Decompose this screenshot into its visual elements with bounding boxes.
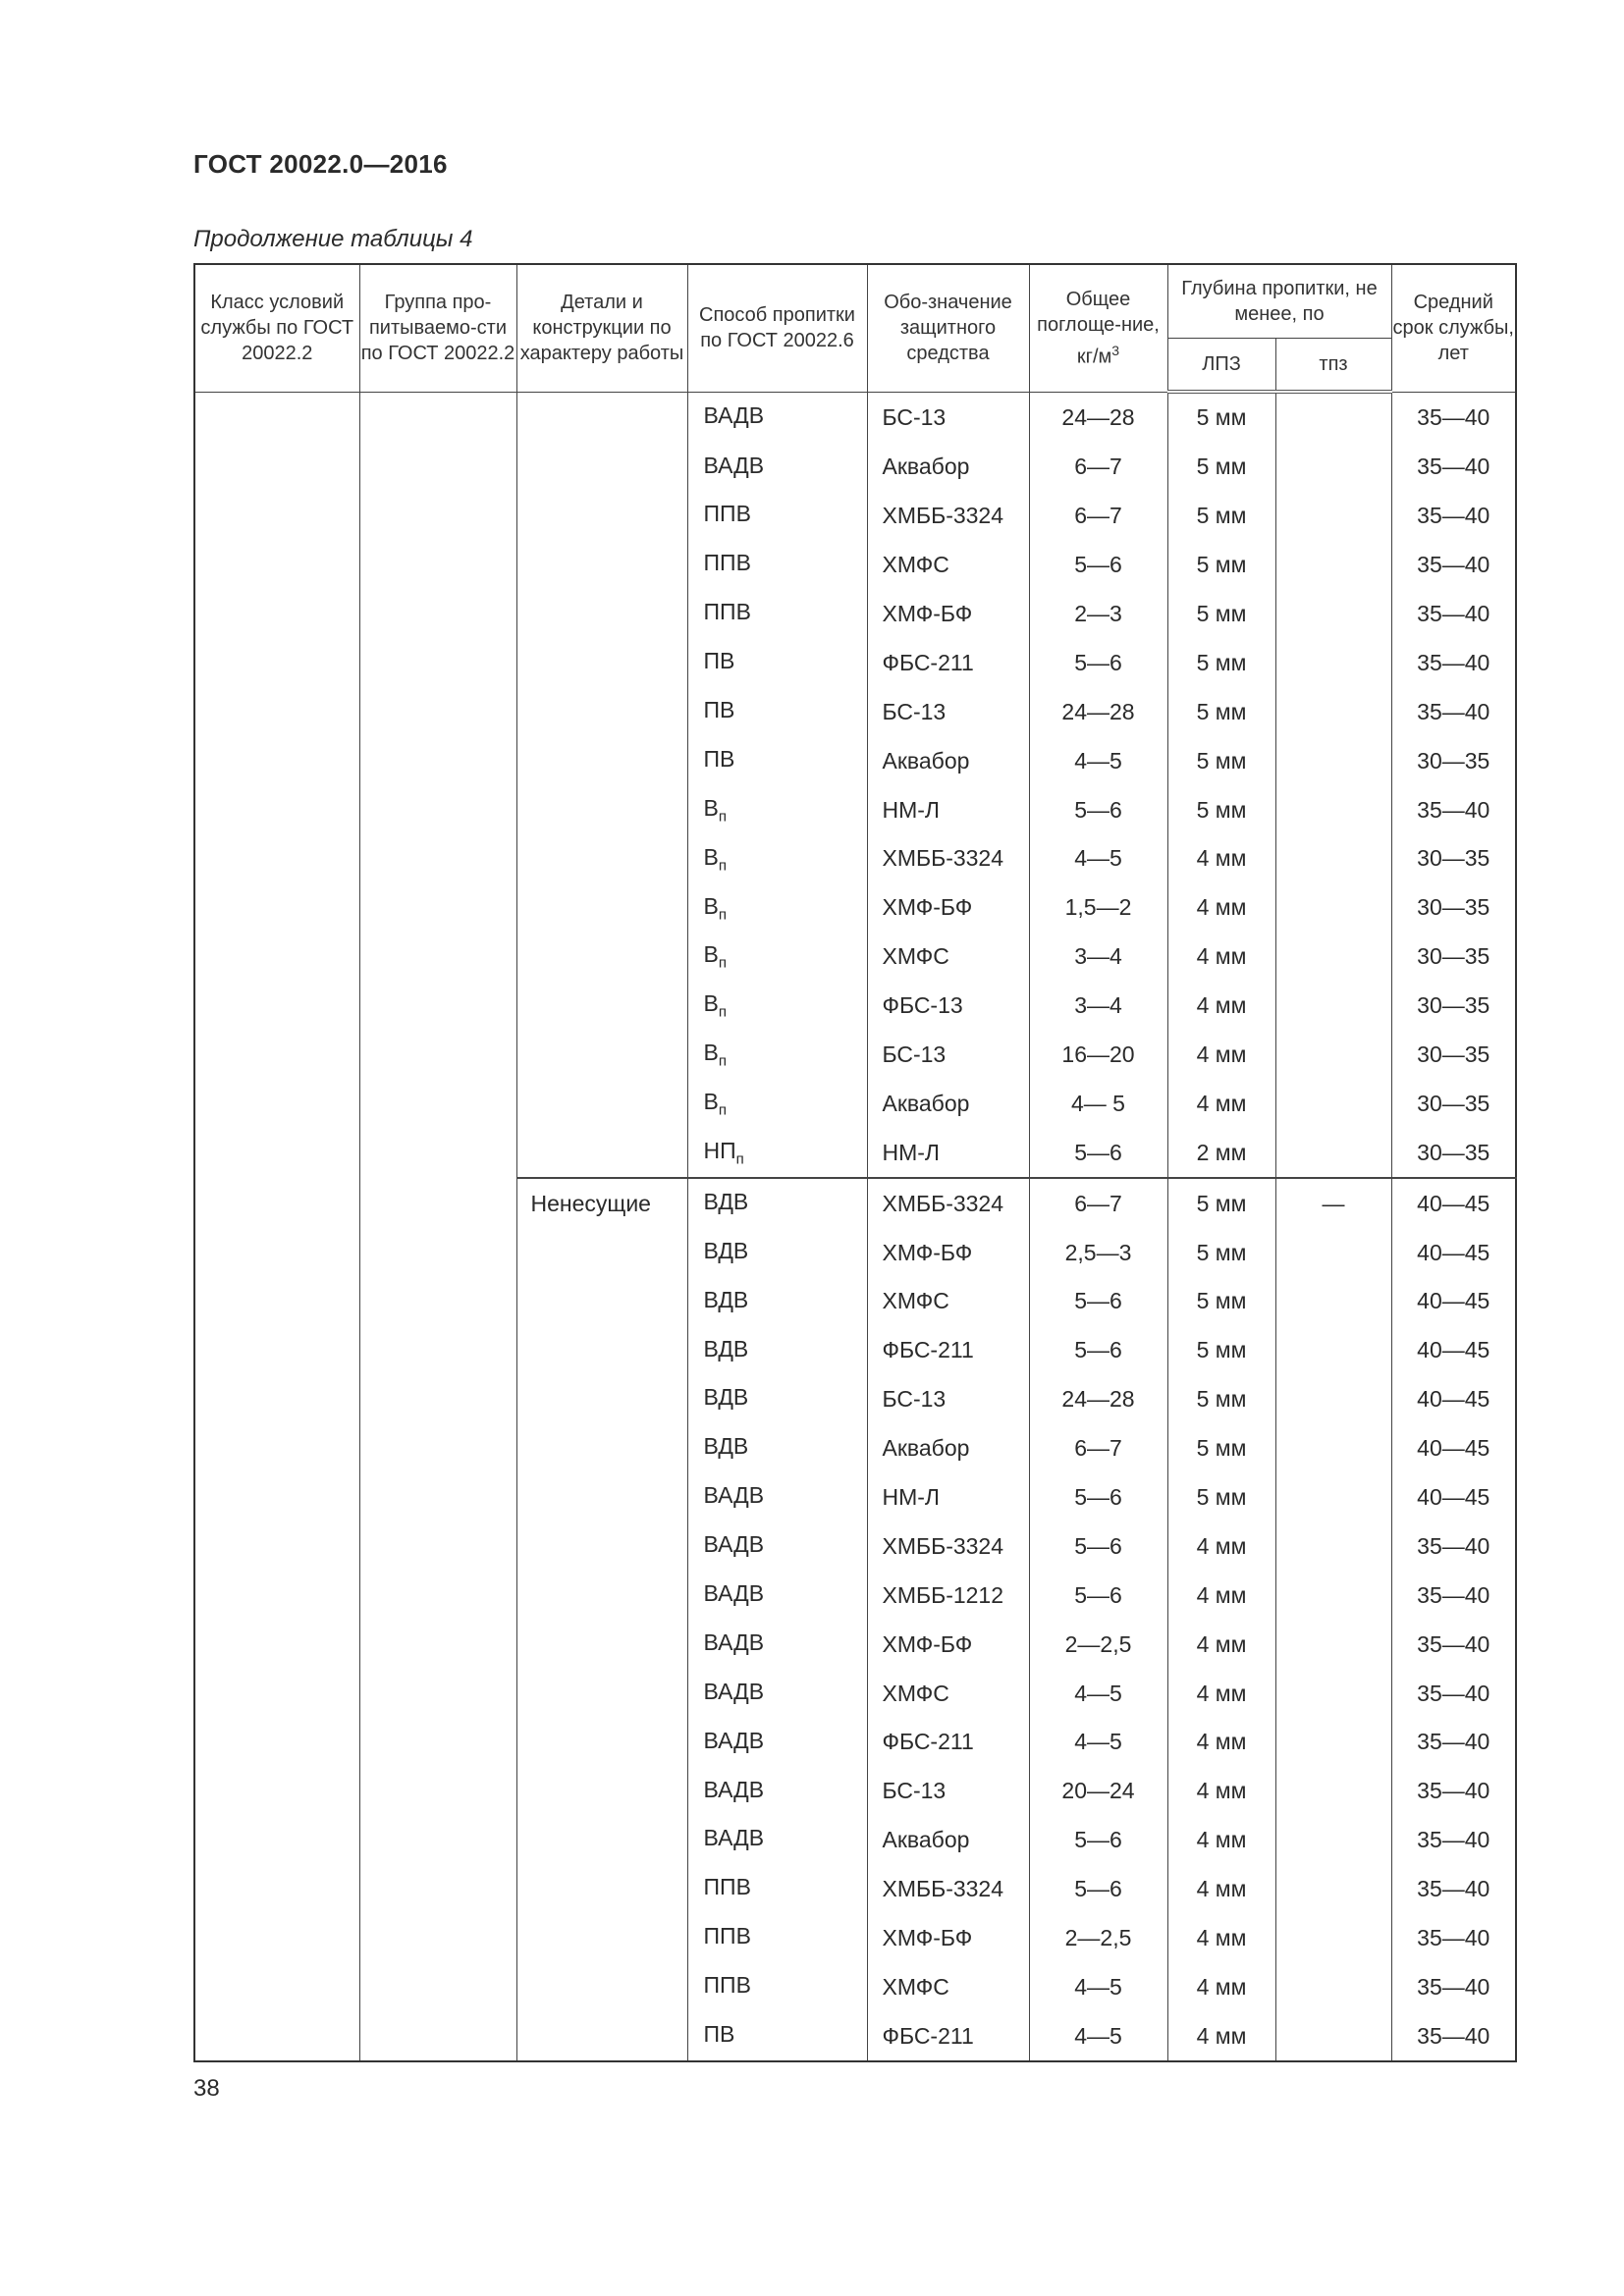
method-cell	[687, 392, 867, 443]
absorption-cell: 2,5—3	[1029, 1228, 1167, 1277]
method-cell	[687, 1326, 867, 1375]
header-method: Способ пропитки по ГОСТ 20022.6	[687, 264, 867, 392]
method-cell	[687, 2011, 867, 2061]
method-text: НП	[703, 1138, 736, 1163]
service-life-cell: 35—40	[1391, 1963, 1516, 2012]
table-caption: Продолжение таблицы 4	[193, 226, 473, 252]
absorption-cell: 5—6	[1029, 1571, 1167, 1620]
tpz-depth-cell	[1275, 492, 1391, 541]
method-cell	[687, 1767, 867, 1816]
service-life-cell: 35—40	[1391, 2011, 1516, 2061]
absorption-cell: 4—5	[1029, 1718, 1167, 1767]
method-text: ВДВ	[703, 1286, 749, 1312]
agent-cell: Аквабор	[867, 443, 1029, 492]
absorption-cell: 20—24	[1029, 1767, 1167, 1816]
method-text: ПВ	[703, 2021, 735, 2048]
method-text: ВАДВ	[703, 1629, 765, 1655]
method-cell	[687, 1375, 867, 1424]
method-cell	[687, 638, 867, 687]
absorption-cell: 4—5	[1029, 2011, 1167, 2061]
header-service-class: Класс условий службы по ГОСТ 20022.2	[194, 264, 359, 392]
method-cell	[687, 982, 867, 1031]
lpz-depth-cell: 5 мм	[1167, 1375, 1275, 1424]
agent-cell: БС-13	[867, 392, 1029, 443]
method-cell	[687, 1816, 867, 1865]
absorption-cell: 4—5	[1029, 736, 1167, 785]
service-life-cell: 35—40	[1391, 638, 1516, 687]
service-life-cell: 40—45	[1391, 1473, 1516, 1522]
lpz-depth-cell: 4 мм	[1167, 1522, 1275, 1571]
tpz-depth-cell	[1275, 1326, 1391, 1375]
header-details: Детали и конструкции по характеру работы	[516, 264, 687, 392]
method-cell	[687, 883, 867, 933]
lpz-depth-cell: 5 мм	[1167, 1277, 1275, 1326]
agent-cell: ФБС-211	[867, 1326, 1029, 1375]
agent-cell: ХМББ-3324	[867, 1865, 1029, 1914]
service-life-cell: 30—35	[1391, 982, 1516, 1031]
tpz-depth-cell	[1275, 1571, 1391, 1620]
tpz-depth-cell	[1275, 1963, 1391, 2012]
method-subscript: п	[718, 1052, 727, 1070]
absorption-cell: 6—7	[1029, 443, 1167, 492]
service-life-cell: 40—45	[1391, 1375, 1516, 1424]
lpz-depth-cell: 4 мм	[1167, 1767, 1275, 1816]
method-cell	[687, 834, 867, 883]
method-text: В	[703, 892, 719, 919]
absorption-cell: 5—6	[1029, 1522, 1167, 1571]
agent-cell: БС-13	[867, 1031, 1029, 1080]
table-body	[194, 392, 1516, 2061]
method-text: В	[703, 1040, 719, 1066]
agent-cell: ХМФ-БФ	[867, 590, 1029, 639]
service-class-cell	[194, 392, 359, 2061]
service-life-cell: 40—45	[1391, 1228, 1516, 1277]
header-impregnation-group: Группа про-питываемо-сти по ГОСТ 20022.2	[359, 264, 516, 392]
agent-cell: ХМФС	[867, 541, 1029, 590]
lpz-depth-cell: 5 мм	[1167, 590, 1275, 639]
service-life-cell: 35—40	[1391, 1767, 1516, 1816]
method-text: ПВ	[703, 648, 735, 674]
agent-cell: ХМФС	[867, 1963, 1029, 2012]
tpz-depth-cell	[1275, 834, 1391, 883]
header-depth: Глубина пропитки, не менее, по	[1167, 264, 1391, 339]
service-life-cell: 35—40	[1391, 392, 1516, 443]
tpz-depth-cell	[1275, 1767, 1391, 1816]
lpz-depth-cell: 5 мм	[1167, 1228, 1275, 1277]
agent-cell: НМ-Л	[867, 1128, 1029, 1178]
agent-cell: БС-13	[867, 1375, 1029, 1424]
lpz-depth-cell: 4 мм	[1167, 1865, 1275, 1914]
absorption-cell: 5—6	[1029, 1865, 1167, 1914]
absorption-cell: 4—5	[1029, 1963, 1167, 2012]
lpz-depth-cell: 5 мм	[1167, 492, 1275, 541]
method-text: ВАДВ	[703, 1580, 765, 1607]
lpz-depth-cell: 5 мм	[1167, 1326, 1275, 1375]
agent-cell: ХМББ-3324	[867, 1522, 1029, 1571]
absorption-cell: 5—6	[1029, 1128, 1167, 1178]
service-life-cell: 35—40	[1391, 590, 1516, 639]
tpz-depth-cell	[1275, 638, 1391, 687]
agent-cell: ХМФС	[867, 1277, 1029, 1326]
lpz-depth-cell: 4 мм	[1167, 834, 1275, 883]
service-life-cell: 30—35	[1391, 834, 1516, 883]
service-life-cell: 40—45	[1391, 1277, 1516, 1326]
service-life-cell: 35—40	[1391, 1522, 1516, 1571]
tpz-depth-cell	[1275, 933, 1391, 982]
detail-cell	[516, 392, 687, 1178]
lpz-depth-cell: 4 мм	[1167, 1031, 1275, 1080]
method-text: ВДВ	[703, 1433, 749, 1460]
absorption-cell: 5—6	[1029, 1277, 1167, 1326]
method-text: ППВ	[703, 501, 751, 527]
service-life-cell: 35—40	[1391, 1914, 1516, 1963]
lpz-depth-cell: 5 мм	[1167, 541, 1275, 590]
lpz-depth-cell: 5 мм	[1167, 1473, 1275, 1522]
lpz-depth-cell: 4 мм	[1167, 1669, 1275, 1718]
agent-cell: Аквабор	[867, 1079, 1029, 1128]
method-text: ППВ	[703, 1923, 751, 1949]
service-life-cell: 35—40	[1391, 1816, 1516, 1865]
tpz-depth-cell	[1275, 1522, 1391, 1571]
method-cell	[687, 1277, 867, 1326]
agent-cell: НМ-Л	[867, 785, 1029, 834]
method-text: ППВ	[703, 1972, 751, 1999]
lpz-depth-cell: 5 мм	[1167, 687, 1275, 736]
method-cell	[687, 1178, 867, 1228]
service-life-cell: 35—40	[1391, 785, 1516, 834]
method-cell	[687, 1963, 867, 2012]
absorption-cell: 6—7	[1029, 1178, 1167, 1228]
agent-cell: ФБС-211	[867, 638, 1029, 687]
service-life-cell: 40—45	[1391, 1178, 1516, 1228]
method-text: ППВ	[703, 550, 751, 576]
tpz-depth-cell	[1275, 1914, 1391, 1963]
tpz-depth-cell	[1275, 1128, 1391, 1178]
agent-cell: ХМФС	[867, 1669, 1029, 1718]
tpz-depth-cell	[1275, 785, 1391, 834]
service-life-cell: 30—35	[1391, 736, 1516, 785]
method-cell	[687, 492, 867, 541]
tpz-depth-cell	[1275, 687, 1391, 736]
method-text: В	[703, 843, 719, 870]
tpz-depth-cell	[1275, 982, 1391, 1031]
tpz-depth-cell	[1275, 1277, 1391, 1326]
method-cell	[687, 443, 867, 492]
service-life-cell: 35—40	[1391, 1718, 1516, 1767]
impregnation-group-cell	[359, 392, 516, 2061]
method-text: ВАДВ	[703, 1678, 765, 1704]
tpz-depth-cell	[1275, 1079, 1391, 1128]
agent-cell: Аквабор	[867, 1424, 1029, 1473]
service-life-cell: 35—40	[1391, 1571, 1516, 1620]
tpz-depth-cell	[1275, 443, 1391, 492]
service-life-cell: 35—40	[1391, 443, 1516, 492]
absorption-cell: 24—28	[1029, 392, 1167, 443]
absorption-cell: 16—20	[1029, 1031, 1167, 1080]
lpz-depth-cell: 5 мм	[1167, 392, 1275, 443]
method-cell	[687, 687, 867, 736]
service-life-cell: 40—45	[1391, 1326, 1516, 1375]
absorption-cell: 6—7	[1029, 492, 1167, 541]
method-text: ВДВ	[703, 1188, 749, 1214]
method-cell	[687, 736, 867, 785]
method-cell	[687, 1914, 867, 1963]
tpz-depth-cell	[1275, 1620, 1391, 1669]
absorption-cell: 5—6	[1029, 1326, 1167, 1375]
absorption-cell: 24—28	[1029, 687, 1167, 736]
tpz-depth-cell	[1275, 1865, 1391, 1914]
method-text: ВАДВ	[703, 1482, 765, 1509]
header-absorption-sup: 3	[1111, 342, 1120, 358]
service-life-cell: 35—40	[1391, 1865, 1516, 1914]
lpz-depth-cell: 4 мм	[1167, 1816, 1275, 1865]
agent-cell: ХМББ-3324	[867, 834, 1029, 883]
document-header: ГОСТ 20022.0—2016	[193, 149, 448, 179]
method-text: ВАДВ	[703, 452, 765, 478]
method-cell	[687, 1620, 867, 1669]
agent-cell: ФБС-211	[867, 1718, 1029, 1767]
service-life-cell: 30—35	[1391, 883, 1516, 933]
method-text: В	[703, 941, 719, 968]
tpz-depth-cell	[1275, 1669, 1391, 1718]
method-text: В	[703, 990, 719, 1017]
tpz-depth-cell	[1275, 1816, 1391, 1865]
method-subscript: п	[718, 955, 727, 973]
tpz-depth-cell	[1275, 1031, 1391, 1080]
header-tpz: тпз	[1275, 339, 1391, 393]
agent-cell: ХМББ-3324	[867, 492, 1029, 541]
page-number: 38	[193, 2075, 220, 2102]
lpz-depth-cell: 4 мм	[1167, 982, 1275, 1031]
absorption-cell: 4— 5	[1029, 1079, 1167, 1128]
tpz-depth-cell	[1275, 1718, 1391, 1767]
absorption-cell: 1,5—2	[1029, 883, 1167, 933]
tpz-depth-cell	[1275, 736, 1391, 785]
lpz-depth-cell: 4 мм	[1167, 1571, 1275, 1620]
service-life-cell: 40—45	[1391, 1424, 1516, 1473]
method-subscript: п	[718, 906, 727, 924]
absorption-cell: 2—2,5	[1029, 1620, 1167, 1669]
method-cell	[687, 1571, 867, 1620]
lpz-depth-cell: 4 мм	[1167, 883, 1275, 933]
service-life-cell: 30—35	[1391, 1128, 1516, 1178]
table-header	[194, 264, 1516, 392]
agent-cell: Аквабор	[867, 1816, 1029, 1865]
service-life-cell: 35—40	[1391, 1620, 1516, 1669]
absorption-cell: 24—28	[1029, 1375, 1167, 1424]
absorption-cell: 4—5	[1029, 834, 1167, 883]
method-text: ВАДВ	[703, 1727, 765, 1753]
absorption-cell: 5—6	[1029, 785, 1167, 834]
lpz-depth-cell: 4 мм	[1167, 1914, 1275, 1963]
tpz-depth-cell: —	[1275, 1178, 1391, 1228]
method-cell	[687, 590, 867, 639]
agent-cell: ХМФС	[867, 933, 1029, 982]
method-text: ВАДВ	[703, 401, 765, 428]
tpz-depth-cell	[1275, 1375, 1391, 1424]
agent-cell: БС-13	[867, 1767, 1029, 1816]
lpz-depth-cell: 4 мм	[1167, 2011, 1275, 2061]
lpz-depth-cell: 4 мм	[1167, 933, 1275, 982]
agent-cell: Аквабор	[867, 736, 1029, 785]
method-cell	[687, 1128, 867, 1178]
agent-cell: ХМББ-1212	[867, 1571, 1029, 1620]
tpz-depth-cell	[1275, 392, 1391, 443]
method-cell	[687, 933, 867, 982]
tpz-depth-cell	[1275, 541, 1391, 590]
agent-cell: БС-13	[867, 687, 1029, 736]
agent-cell: ХМФ-БФ	[867, 1228, 1029, 1277]
lpz-depth-cell: 4 мм	[1167, 1718, 1275, 1767]
absorption-cell: 2—2,5	[1029, 1914, 1167, 1963]
service-life-cell: 35—40	[1391, 541, 1516, 590]
method-text: В	[703, 794, 719, 821]
agent-cell: ХМФ-БФ	[867, 883, 1029, 933]
method-cell	[687, 785, 867, 834]
method-cell	[687, 1865, 867, 1914]
tpz-depth-cell	[1275, 1473, 1391, 1522]
method-text: ВДВ	[703, 1237, 749, 1263]
absorption-cell: 5—6	[1029, 1816, 1167, 1865]
method-text: ВАДВ	[703, 1531, 765, 1558]
method-subscript: п	[718, 857, 727, 875]
agent-cell: ХМББ-3324	[867, 1178, 1029, 1228]
method-cell	[687, 1031, 867, 1080]
lpz-depth-cell: 5 мм	[1167, 443, 1275, 492]
method-cell	[687, 1522, 867, 1571]
method-cell	[687, 1424, 867, 1473]
absorption-cell: 5—6	[1029, 1473, 1167, 1522]
absorption-cell: 5—6	[1029, 541, 1167, 590]
method-cell	[687, 1669, 867, 1718]
absorption-cell: 3—4	[1029, 933, 1167, 982]
impregnation-table	[193, 263, 1517, 2062]
method-text: ВАДВ	[703, 1776, 765, 1802]
agent-cell: ХМФ-БФ	[867, 1914, 1029, 1963]
method-subscript: п	[718, 1003, 727, 1021]
method-text: ПВ	[703, 696, 735, 722]
service-life-cell: 35—40	[1391, 687, 1516, 736]
absorption-cell: 6—7	[1029, 1424, 1167, 1473]
service-life-cell: 35—40	[1391, 1669, 1516, 1718]
tpz-depth-cell	[1275, 2011, 1391, 2061]
tpz-depth-cell	[1275, 883, 1391, 933]
agent-cell: ХМФ-БФ	[867, 1620, 1029, 1669]
lpz-depth-cell: 4 мм	[1167, 1963, 1275, 2012]
absorption-cell: 5—6	[1029, 638, 1167, 687]
method-cell	[687, 541, 867, 590]
agent-cell: ФБС-211	[867, 2011, 1029, 2061]
method-subscript: п	[718, 1101, 727, 1119]
method-text: ВАДВ	[703, 1825, 765, 1851]
method-cell	[687, 1228, 867, 1277]
service-life-cell: 35—40	[1391, 492, 1516, 541]
lpz-depth-cell: 5 мм	[1167, 785, 1275, 834]
method-text: ВДВ	[703, 1384, 749, 1411]
method-cell	[687, 1079, 867, 1128]
header-absorption-text: Общее поглоще-ние, кг/м	[1037, 288, 1160, 368]
header-absorption	[1029, 264, 1167, 392]
header-lpz: ЛПЗ	[1167, 339, 1275, 393]
lpz-depth-cell: 4 мм	[1167, 1079, 1275, 1128]
absorption-cell: 4—5	[1029, 1669, 1167, 1718]
lpz-depth-cell: 5 мм	[1167, 638, 1275, 687]
absorption-cell: 3—4	[1029, 982, 1167, 1031]
method-cell	[687, 1473, 867, 1522]
service-life-cell: 30—35	[1391, 933, 1516, 982]
tpz-depth-cell	[1275, 1228, 1391, 1277]
tpz-depth-cell	[1275, 590, 1391, 639]
agent-cell: НМ-Л	[867, 1473, 1029, 1522]
method-text: В	[703, 1089, 719, 1115]
method-text: ППВ	[703, 1874, 751, 1900]
method-subscript: п	[718, 808, 727, 826]
method-text: ВДВ	[703, 1335, 749, 1362]
tpz-depth-cell	[1275, 1424, 1391, 1473]
lpz-depth-cell: 5 мм	[1167, 1424, 1275, 1473]
table-row	[194, 392, 1516, 443]
agent-cell: ФБС-13	[867, 982, 1029, 1031]
header-agent: Обо-значение защитного средства	[867, 264, 1029, 392]
method-text: ПВ	[703, 745, 735, 772]
lpz-depth-cell: 5 мм	[1167, 736, 1275, 785]
service-life-cell: 30—35	[1391, 1031, 1516, 1080]
header-service-life: Средний срок службы, лет	[1391, 264, 1516, 392]
method-text: ППВ	[703, 599, 751, 625]
method-cell	[687, 1718, 867, 1767]
detail-cell: Ненесущие	[516, 1178, 687, 2061]
absorption-cell: 2—3	[1029, 590, 1167, 639]
service-life-cell: 30—35	[1391, 1079, 1516, 1128]
lpz-depth-cell: 4 мм	[1167, 1620, 1275, 1669]
method-subscript: п	[735, 1150, 744, 1168]
lpz-depth-cell: 5 мм	[1167, 1178, 1275, 1228]
lpz-depth-cell: 2 мм	[1167, 1128, 1275, 1178]
